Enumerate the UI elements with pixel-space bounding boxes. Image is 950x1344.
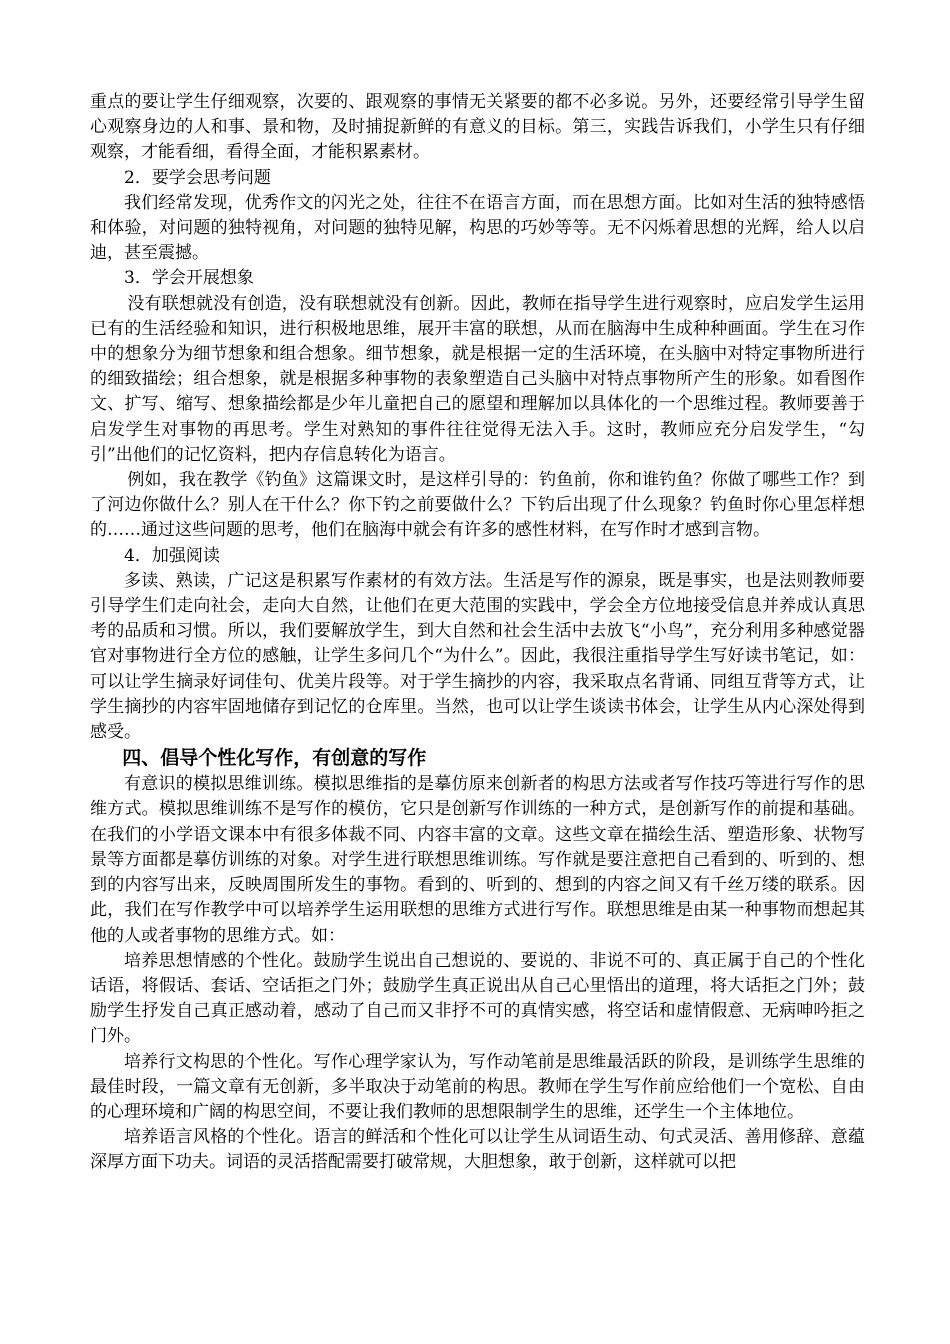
subheading-4: 4．加强阅读 bbox=[124, 545, 220, 566]
paragraph-imagination: 没有联想就没有创造，没有联想就没有创新。因此，教师在指导学生进行观察时，应启发学生运用已有的生活经验和知识，进行积极地思维，展开丰富的联想，从而在脑海中生成种种画面。学生在习作中的想象分为细节想象和组合想象。细节想象，就是根据一定的生活环境，在头脑中对特定事物所进行的细致描绘；组合想象，就是根据多种事物的表象塑造自己头脑中对特点事物所产生的形象。如看图作文、扩写、缩写、想象描绘都是少年儿童把自己的愿望和理解加以具体化的一个思维过程。教师要善于启发学生对事物的再思考。学生对熟知的事件往往觉得无法入手。这时，教师应充分启发学生，“勾引”出他们的记忆资料，把内存信息转化为语言。 bbox=[90, 293, 865, 465]
subheading-2: 2．要学会思考问题 bbox=[124, 167, 271, 188]
paragraph-language-style: 培养语言风格的个性化。语言的鲜活和个性化可以让学生从词语生动、句式灵活、善用修辞、意蕴深厚方面下功夫。词语的灵活搭配需要打破常规，大胆想象，敢于创新，这样就可以把 bbox=[90, 1127, 865, 1173]
subheading-3: 3．学会开展想象 bbox=[124, 268, 254, 289]
paragraph-composition-design: 培养行文构思的个性化。写作心理学家认为，写作动笔前是思维最活跃的阶段，是训练学生思维的最佳时段，一篇文章有无创新，多半取决于动笔前的构思。教师在学生写作前应给他们一个宽松、自由的心理环境和广阔的构思空间，不要让我们教师的思想限制学生的思维，还学生一个主体地位。 bbox=[90, 1051, 865, 1122]
paragraph-reading: 多读、熟读，广记这是积累写作素材的有效方法。生活是写作的源泉，既是事实，也是法则教师要引导学生们走向社会，走向大自然，让他们在更大范围的实践中，学会全方位地接受信息并养成认真思考的品质和习惯。所以，我们要解放学生，到大自然和社会生活中去放飞“小鸟”，充分利用多种感觉器官对事物进行全方位的感触，让学生多问几个“为什么”。因此，我很注重指导学生写好读书笔记，如：可以让学生摘录好词佳句、优美片段等。对于学生摘抄的内容，我采取点名背诵、同组互背等方式，让学生摘抄的内容牢固地储存到记忆的仓库里。当然，也可以让学生谈读书体会，让学生从内心深处得到感受。 bbox=[90, 570, 865, 743]
paragraph-thought-emotion: 培养思想情感的个性化。鼓励学生说出自己想说的、要说的、非说不可的、真正属于自己的个性化话语，将假话、套话、空话拒之门外；鼓励学生真正说出从自己心里悟出的道理，将大话拒之门外；鼓励学生抒发自己真正感动着，感动了自己而又非抒不可的真情实感，将空话和虚情假意、无病呻吟拒之门外。 bbox=[90, 950, 865, 1047]
paragraph-observation-cont: 重点的要让学生仔细观察，次要的、跟观察的事情无关紧要的都不必多说。另外，还要经常引导学生留心观察身边的人和事、景和物，及时捕捉新鲜的有意义的目标。第三，实践告诉我们，小学生只有仔细观察，才能看细，看得全面，才能积累素材。 bbox=[90, 92, 865, 163]
section-heading-4: 四、倡导个性化写作，有创意的写作 bbox=[122, 747, 427, 770]
paragraph-fishing-example: 例如，我在教学《钓鱼》这篇课文时，是这样引导的：钓鱼前，你和谁钓鱼？你做了哪些工作？到了河边你做什么？别人在干什么？你下钓之前要做什么？下钓后出现了什么现象？钓鱼时你心里怎样想的……通过这些问题的思考，他们在脑海中就会有许多的感性材料，在写作时才感到言物。 bbox=[90, 470, 865, 541]
paragraph-thinking: 我们经常发现，优秀作文的闪光之处，往往不在语言方面，而在思想方面。比如对生活的独特感悟和体验，对问题的独特视角，对问题的独特见解，构思的巧妙等等。无不闪烁着思想的光辉，给人以启迪，甚至震撼。 bbox=[90, 192, 865, 264]
paragraph-simulation: 有意识的模拟思维训练。模拟思维指的是摹仿原来创新者的构思方法或者写作技巧等进行写作的思维方式。模拟思维训练不是写作的模仿，它只是创新写作训练的一种方式，是创新写作的前提和基础。在我们的小学语文课本中有很多体裁不同、内容丰富的文章。这些文章在描绘生活、塑造形象、状物写景等方面都是摹仿训练的对象。对学生进行联想思维训练。写作就是要注意把自己看到的、听到的、想到的内容写出来，反映周围所发生的事物。看到的、听到的、想到的内容之间又有千丝万缕的联系。因此，我们在写作教学中可以培养学生运用联想的思维方式进行写作。联想思维是由某一种事物而想起其他的人或者事物的思维方式。如： bbox=[90, 774, 865, 946]
document-page bbox=[90, 90, 865, 1176]
